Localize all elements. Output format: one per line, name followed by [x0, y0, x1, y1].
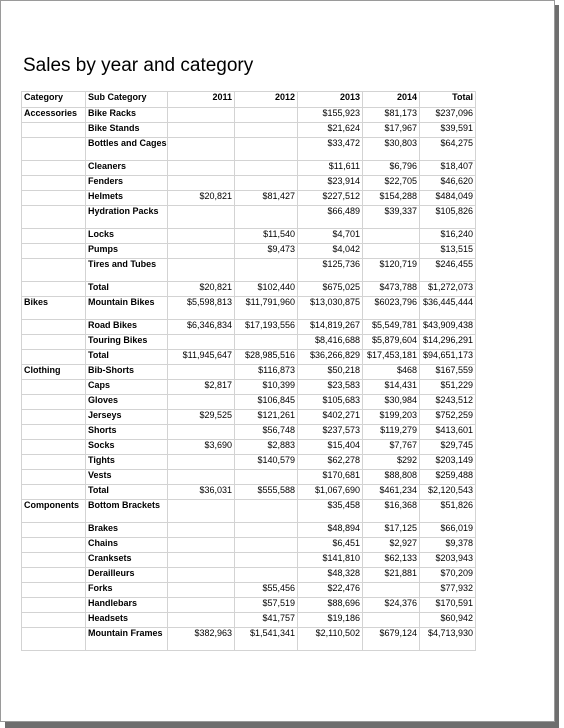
sub-category-cell: Gloves [86, 395, 168, 410]
value-cell-2014: $119,279 [363, 425, 420, 440]
category-cell [22, 335, 86, 350]
value-cell-2012 [235, 470, 298, 485]
table-row [22, 523, 476, 538]
sub-category-cell: Road Bikes [86, 320, 168, 335]
value-cell-2013: $4,701 [298, 229, 363, 244]
table-row [22, 123, 476, 138]
value-cell-total: $13,515 [420, 244, 476, 259]
value-cell-2011 [168, 259, 235, 282]
value-cell-2011 [168, 568, 235, 583]
category-cell [22, 538, 86, 553]
value-cell-2011: $20,821 [168, 191, 235, 206]
value-cell-2012: $17,193,556 [235, 320, 298, 335]
sub-category-cell: Brakes [86, 523, 168, 538]
table-row [22, 229, 476, 244]
value-cell-total: $413,601 [420, 425, 476, 440]
value-cell-total: $9,378 [420, 538, 476, 553]
category-cell [22, 583, 86, 598]
sub-category-cell: Total [86, 485, 168, 500]
sub-category-cell: Tires and Tubes [86, 259, 168, 282]
value-cell-2011 [168, 455, 235, 470]
value-cell-2012: $56,748 [235, 425, 298, 440]
value-cell-total: $237,096 [420, 108, 476, 123]
value-cell-2012: $106,845 [235, 395, 298, 410]
sub-category-cell: Bottles and Cages [86, 138, 168, 161]
category-cell [22, 259, 86, 282]
sub-category-cell: Touring Bikes [86, 335, 168, 350]
value-cell-2013: $62,278 [298, 455, 363, 470]
sub-category-cell: Bib-Shorts [86, 365, 168, 380]
value-cell-2011 [168, 365, 235, 380]
sub-category-cell: Derailleurs [86, 568, 168, 583]
value-cell-2013: $141,810 [298, 553, 363, 568]
value-cell-2012 [235, 259, 298, 282]
sub-category-cell: Bike Racks [86, 108, 168, 123]
table-row [22, 470, 476, 485]
value-cell-2012 [235, 176, 298, 191]
category-cell: Bikes [22, 297, 86, 320]
table-row [22, 500, 476, 523]
value-cell-2011 [168, 553, 235, 568]
value-cell-2014: $154,288 [363, 191, 420, 206]
value-cell-total: $51,229 [420, 380, 476, 395]
value-cell-2011: $36,031 [168, 485, 235, 500]
category-cell [22, 123, 86, 138]
value-cell-2014: $473,788 [363, 282, 420, 297]
value-cell-2014: $292 [363, 455, 420, 470]
value-cell-total: $14,296,291 [420, 335, 476, 350]
column-header-2012: 2012 [235, 92, 298, 108]
value-cell-2011 [168, 583, 235, 598]
value-cell-2014: $14,431 [363, 380, 420, 395]
table-row [22, 138, 476, 161]
sub-category-cell: Mountain Frames [86, 628, 168, 651]
category-cell [22, 229, 86, 244]
value-cell-2014: $16,368 [363, 500, 420, 523]
category-cell [22, 553, 86, 568]
value-cell-2013: $23,583 [298, 380, 363, 395]
value-cell-2011: $6,346,834 [168, 320, 235, 335]
category-cell [22, 244, 86, 259]
value-cell-2014: $17,125 [363, 523, 420, 538]
table-row [22, 244, 476, 259]
value-cell-2012 [235, 335, 298, 350]
value-cell-2014 [363, 583, 420, 598]
value-cell-2013: $48,894 [298, 523, 363, 538]
sub-category-cell: Bike Stands [86, 123, 168, 138]
value-cell-total: $36,445,444 [420, 297, 476, 320]
value-cell-total: $70,209 [420, 568, 476, 583]
sub-category-cell: Shorts [86, 425, 168, 440]
value-cell-2014: $21,881 [363, 568, 420, 583]
value-cell-total: $18,407 [420, 161, 476, 176]
value-cell-2012: $55,456 [235, 583, 298, 598]
table-row [22, 613, 476, 628]
value-cell-2012: $41,757 [235, 613, 298, 628]
value-cell-2012 [235, 500, 298, 523]
value-cell-2012 [235, 161, 298, 176]
value-cell-2013: $237,573 [298, 425, 363, 440]
report-title: Sales by year and category [23, 55, 254, 76]
value-cell-total: $94,651,173 [420, 350, 476, 365]
table-row [22, 628, 476, 651]
table-row [22, 553, 476, 568]
value-cell-2014: $5,879,604 [363, 335, 420, 350]
value-cell-total: $484,049 [420, 191, 476, 206]
table-row [22, 568, 476, 583]
table-row [22, 455, 476, 470]
value-cell-2013: $36,266,829 [298, 350, 363, 365]
sub-category-cell: Total [86, 350, 168, 365]
sub-category-cell: Socks [86, 440, 168, 455]
table-row [22, 206, 476, 229]
category-cell [22, 320, 86, 335]
value-cell-2014: $81,173 [363, 108, 420, 123]
value-cell-2014 [363, 244, 420, 259]
value-cell-2014: $468 [363, 365, 420, 380]
value-cell-total: $29,745 [420, 440, 476, 455]
value-cell-2013: $14,819,267 [298, 320, 363, 335]
value-cell-2011 [168, 598, 235, 613]
value-cell-total: $39,591 [420, 123, 476, 138]
table-row [22, 425, 476, 440]
value-cell-2012: $11,540 [235, 229, 298, 244]
table-row [22, 161, 476, 176]
page-shadow [555, 5, 559, 728]
value-cell-2013: $11,611 [298, 161, 363, 176]
category-cell [22, 395, 86, 410]
column-header-category: Category [22, 92, 86, 108]
value-cell-2012 [235, 568, 298, 583]
value-cell-2014: $30,803 [363, 138, 420, 161]
value-cell-2013: $33,472 [298, 138, 363, 161]
category-cell: Accessories [22, 108, 86, 123]
value-cell-2011: $11,945,647 [168, 350, 235, 365]
sub-category-cell: Forks [86, 583, 168, 598]
value-cell-2014: $2,927 [363, 538, 420, 553]
sub-category-cell: Cranksets [86, 553, 168, 568]
value-cell-2012: $2,883 [235, 440, 298, 455]
category-cell [22, 568, 86, 583]
value-cell-2011: $3,690 [168, 440, 235, 455]
category-cell [22, 425, 86, 440]
value-cell-2012: $140,579 [235, 455, 298, 470]
value-cell-2011: $20,821 [168, 282, 235, 297]
table-body [22, 108, 476, 651]
category-cell [22, 470, 86, 485]
value-cell-total: $66,019 [420, 523, 476, 538]
value-cell-2014: $62,133 [363, 553, 420, 568]
value-cell-2013: $35,458 [298, 500, 363, 523]
value-cell-2011 [168, 161, 235, 176]
value-cell-2013: $13,030,875 [298, 297, 363, 320]
value-cell-2013: $227,512 [298, 191, 363, 206]
sales-table [21, 91, 476, 651]
value-cell-2012 [235, 538, 298, 553]
table-row [22, 440, 476, 455]
value-cell-2014: $24,376 [363, 598, 420, 613]
value-cell-total: $77,932 [420, 583, 476, 598]
value-cell-2013: $125,736 [298, 259, 363, 282]
value-cell-2013: $4,042 [298, 244, 363, 259]
value-cell-2011 [168, 538, 235, 553]
value-cell-total: $64,275 [420, 138, 476, 161]
value-cell-2012 [235, 138, 298, 161]
value-cell-2014: $22,705 [363, 176, 420, 191]
value-cell-2013: $48,328 [298, 568, 363, 583]
category-cell: Components [22, 500, 86, 523]
value-cell-total: $2,120,543 [420, 485, 476, 500]
category-cell [22, 598, 86, 613]
category-cell [22, 410, 86, 425]
table-row [22, 583, 476, 598]
category-cell [22, 613, 86, 628]
value-cell-2013: $8,416,688 [298, 335, 363, 350]
value-cell-total: $43,909,438 [420, 320, 476, 335]
value-cell-2013: $22,476 [298, 583, 363, 598]
column-header-2014: 2014 [363, 92, 420, 108]
table-row [22, 282, 476, 297]
sub-category-cell: Tights [86, 455, 168, 470]
category-cell: Clothing [22, 365, 86, 380]
table-row [22, 335, 476, 350]
value-cell-2013: $6,451 [298, 538, 363, 553]
sub-category-cell: Headsets [86, 613, 168, 628]
value-cell-2011: $382,963 [168, 628, 235, 651]
category-cell [22, 523, 86, 538]
value-cell-2014: $88,808 [363, 470, 420, 485]
value-cell-2012: $11,791,960 [235, 297, 298, 320]
value-cell-2011 [168, 395, 235, 410]
sub-category-cell: Chains [86, 538, 168, 553]
table-row [22, 108, 476, 123]
category-cell [22, 138, 86, 161]
value-cell-2014: $6023,796 [363, 297, 420, 320]
value-cell-2013: $155,923 [298, 108, 363, 123]
value-cell-2013: $23,914 [298, 176, 363, 191]
value-cell-2011: $2,817 [168, 380, 235, 395]
table-row [22, 365, 476, 380]
value-cell-total: $105,826 [420, 206, 476, 229]
category-cell [22, 176, 86, 191]
value-cell-2013: $170,681 [298, 470, 363, 485]
value-cell-total: $16,240 [420, 229, 476, 244]
sub-category-cell: Locks [86, 229, 168, 244]
table-row [22, 395, 476, 410]
value-cell-2013: $15,404 [298, 440, 363, 455]
value-cell-2013: $105,683 [298, 395, 363, 410]
value-cell-2013: $50,218 [298, 365, 363, 380]
sub-category-cell: Cleaners [86, 161, 168, 176]
table-row [22, 350, 476, 365]
sub-category-cell: Handlebars [86, 598, 168, 613]
value-cell-2013: $88,696 [298, 598, 363, 613]
value-cell-2012: $102,440 [235, 282, 298, 297]
table-row [22, 259, 476, 282]
value-cell-2014: $461,234 [363, 485, 420, 500]
value-cell-2011 [168, 176, 235, 191]
value-cell-total: $167,559 [420, 365, 476, 380]
value-cell-2014: $30,984 [363, 395, 420, 410]
value-cell-2013: $21,624 [298, 123, 363, 138]
column-header-2011: 2011 [168, 92, 235, 108]
value-cell-total: $1,272,073 [420, 282, 476, 297]
category-cell [22, 282, 86, 297]
value-cell-2014: $17,967 [363, 123, 420, 138]
value-cell-2014: $39,337 [363, 206, 420, 229]
category-cell [22, 206, 86, 229]
sub-category-cell: Fenders [86, 176, 168, 191]
category-cell [22, 485, 86, 500]
category-cell [22, 191, 86, 206]
value-cell-2013: $66,489 [298, 206, 363, 229]
value-cell-2011 [168, 123, 235, 138]
sub-category-cell: Bottom Brackets [86, 500, 168, 523]
value-cell-2011 [168, 335, 235, 350]
value-cell-2011 [168, 425, 235, 440]
value-cell-2011 [168, 470, 235, 485]
table-row [22, 485, 476, 500]
table-row [22, 320, 476, 335]
column-header-total: Total [420, 92, 476, 108]
value-cell-total: $60,942 [420, 613, 476, 628]
value-cell-2014: $7,767 [363, 440, 420, 455]
value-cell-2011 [168, 244, 235, 259]
value-cell-total: $203,943 [420, 553, 476, 568]
category-cell [22, 440, 86, 455]
value-cell-2014 [363, 613, 420, 628]
page-shadow [5, 722, 559, 728]
table-row [22, 176, 476, 191]
column-header-sub-category: Sub Category [86, 92, 168, 108]
category-cell [22, 380, 86, 395]
value-cell-2011 [168, 523, 235, 538]
table-row [22, 598, 476, 613]
value-cell-2012 [235, 108, 298, 123]
value-cell-2012: $10,399 [235, 380, 298, 395]
sub-category-cell: Caps [86, 380, 168, 395]
value-cell-2012: $121,261 [235, 410, 298, 425]
value-cell-2014: $6,796 [363, 161, 420, 176]
value-cell-2012 [235, 523, 298, 538]
column-header-2013: 2013 [298, 92, 363, 108]
value-cell-2012: $116,873 [235, 365, 298, 380]
value-cell-total: $203,149 [420, 455, 476, 470]
value-cell-2012: $28,985,516 [235, 350, 298, 365]
sub-category-cell: Mountain Bikes [86, 297, 168, 320]
value-cell-2011 [168, 500, 235, 523]
value-cell-2014: $199,203 [363, 410, 420, 425]
value-cell-2011: $5,598,813 [168, 297, 235, 320]
value-cell-2013: $19,186 [298, 613, 363, 628]
value-cell-2013: $675,025 [298, 282, 363, 297]
category-cell [22, 350, 86, 365]
value-cell-2012: $81,427 [235, 191, 298, 206]
value-cell-2014: $5,549,781 [363, 320, 420, 335]
value-cell-2011 [168, 138, 235, 161]
value-cell-2014 [363, 229, 420, 244]
table-row [22, 297, 476, 320]
value-cell-2012 [235, 123, 298, 138]
value-cell-total: $243,512 [420, 395, 476, 410]
value-cell-2011 [168, 206, 235, 229]
value-cell-total: $4,713,930 [420, 628, 476, 651]
value-cell-total: $46,620 [420, 176, 476, 191]
sub-category-cell: Jerseys [86, 410, 168, 425]
value-cell-total: $259,488 [420, 470, 476, 485]
value-cell-2013: $2,110,502 [298, 628, 363, 651]
sub-category-cell: Vests [86, 470, 168, 485]
value-cell-2012: $57,519 [235, 598, 298, 613]
sub-category-cell: Hydration Packs [86, 206, 168, 229]
value-cell-2012 [235, 553, 298, 568]
value-cell-2014: $679,124 [363, 628, 420, 651]
value-cell-2014: $17,453,181 [363, 350, 420, 365]
value-cell-total: $752,259 [420, 410, 476, 425]
value-cell-total: $51,826 [420, 500, 476, 523]
value-cell-total: $170,591 [420, 598, 476, 613]
value-cell-2012: $555,588 [235, 485, 298, 500]
value-cell-2013: $402,271 [298, 410, 363, 425]
value-cell-2011 [168, 613, 235, 628]
sub-category-cell: Pumps [86, 244, 168, 259]
category-cell [22, 455, 86, 470]
value-cell-2011 [168, 108, 235, 123]
category-cell [22, 628, 86, 651]
sub-category-cell: Helmets [86, 191, 168, 206]
table-row [22, 410, 476, 425]
value-cell-2013: $1,067,690 [298, 485, 363, 500]
value-cell-2014: $120,719 [363, 259, 420, 282]
value-cell-2011 [168, 229, 235, 244]
category-cell [22, 161, 86, 176]
value-cell-total: $246,455 [420, 259, 476, 282]
table-header-row [22, 92, 476, 108]
value-cell-2011: $29,525 [168, 410, 235, 425]
sub-category-cell: Total [86, 282, 168, 297]
value-cell-2012: $1,541,341 [235, 628, 298, 651]
value-cell-2012: $9,473 [235, 244, 298, 259]
table-row [22, 191, 476, 206]
table-row [22, 380, 476, 395]
table-row [22, 538, 476, 553]
value-cell-2012 [235, 206, 298, 229]
